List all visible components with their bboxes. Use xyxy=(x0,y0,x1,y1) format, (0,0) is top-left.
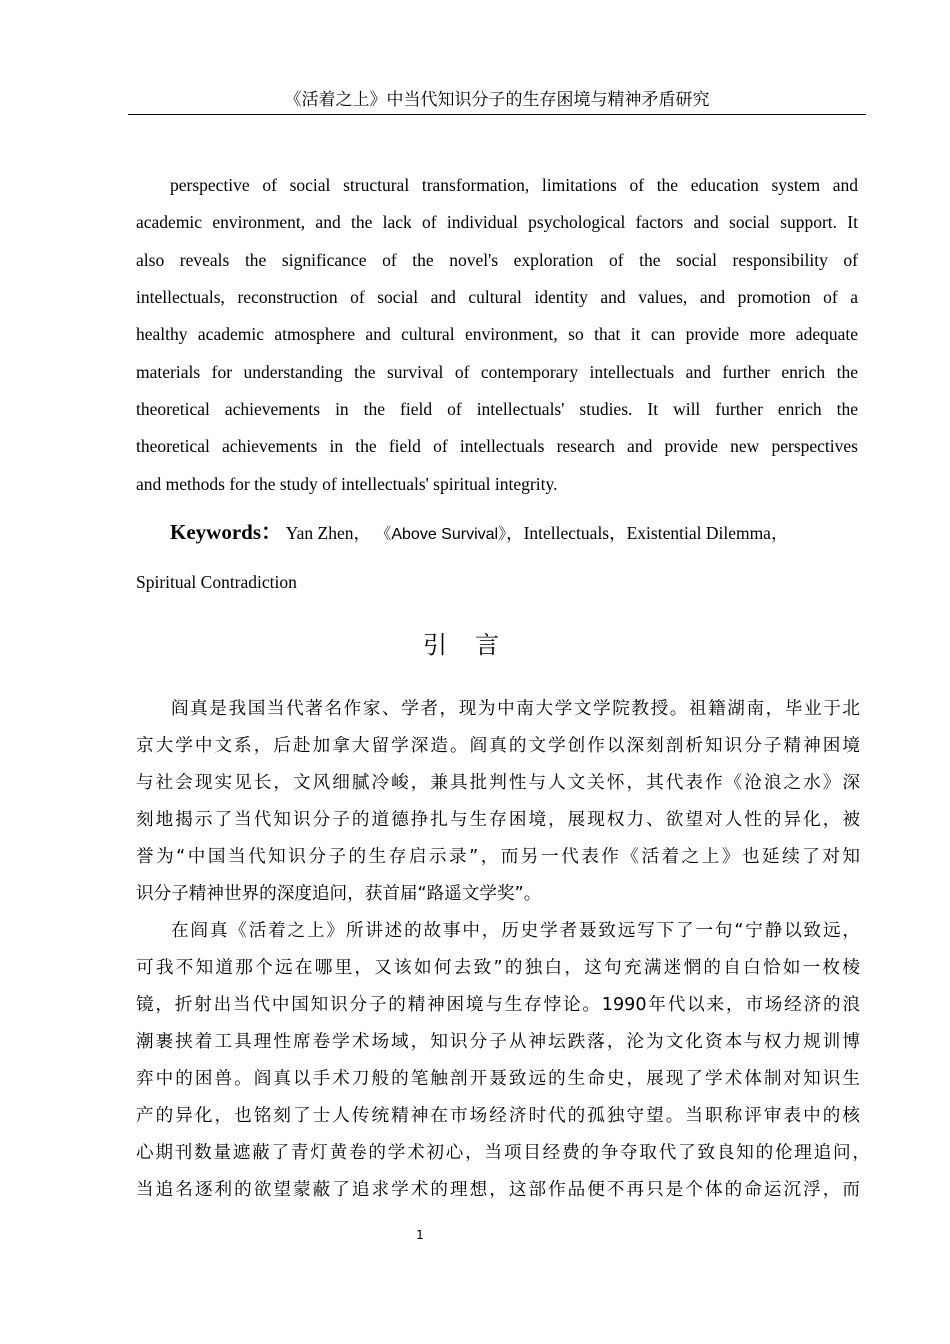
intro-line: 在阎真《活着之上》所讲述的故事中，历史学者聂致远写下了一句“宁静以致远， xyxy=(171,921,860,941)
abstract-line: academic environment, and the lack of individual psychological factors and social support. It xyxy=(136,212,858,232)
page-number: 1 xyxy=(416,1228,424,1242)
intro-line: 阎真是我国当代著名作家、学者，现为中南大学文学院教授。祖籍湖南，毕业于北 xyxy=(171,699,860,719)
intro-line: 心期刊数量遮蔽了青灯黄卷的学术初心，当项目经费的争夺取代了致良知的伦理追问， xyxy=(136,1143,870,1163)
intro-line: 与社会现实见长，文风细腻冷峻，兼具批判性与人文关怀，其代表作《沧浪之水》深 xyxy=(136,773,860,793)
section-title: 引言 xyxy=(423,631,527,659)
intro-line: 誉为“中国当代知识分子的生存启示录”，而另一代表作《活着之上》也延续了对知 xyxy=(136,847,860,867)
abstract-line: perspective of social structural transformation, limitations of the education system and xyxy=(170,175,858,195)
keywords-line xyxy=(170,520,858,547)
abstract-line: theoretical achievements in the field of intellectuals' studies. It will further enrich the xyxy=(136,399,858,419)
intro-line: 弈中的困兽。阎真以手术刀般的笔触剖开聂致远的生命史，展现了学术体制对知识生 xyxy=(136,1069,860,1089)
keyword-author: Yan Zhen， xyxy=(285,523,371,543)
intro-line: 刻地揭示了当代知识分子的道德挣扎与生存困境，展现权力、欲望对人性的异化，被 xyxy=(136,810,860,830)
intro-line: 产的异化，也铭刻了士人传统精神在市场经济时代的孤独守望。当职称评审表中的核 xyxy=(136,1106,860,1126)
running-header: 《活着之上》中当代知识分子的生存困境与精神矛盾研究 xyxy=(284,90,710,110)
header-divider xyxy=(128,114,866,115)
keyword-list: ，Intellectuals，Existential Dilemma， xyxy=(506,523,789,543)
intro-line: 潮裹挟着工具理性席卷学术场域，知识分子从神坛跌落，沦为文化资本与权力规训博 xyxy=(136,1032,860,1052)
abstract-line: also reveals the significance of the novel's exploration of the social responsibility of xyxy=(136,250,858,270)
abstract-line: and methods for the study of intellectuals' spiritual integrity. xyxy=(136,474,558,494)
abstract-line: materials for understanding the survival of contemporary intellectuals and further enrich the xyxy=(136,362,858,382)
keyword-book-title: 《Above Survival》 xyxy=(375,526,507,543)
intro-line: 镜，折射出当代中国知识分子的精神困境与生存悖论。1990年代以来，市场经济的浪 xyxy=(136,995,860,1015)
abstract-line: theoretical achievements in the field of intellectuals research and provide new perspectives xyxy=(136,436,858,456)
intro-line: 当追名逐利的欲望蒙蔽了追求学术的理想，这部作品便不再只是个体的命运沉浮，而 xyxy=(136,1180,860,1200)
abstract-line: intellectuals, reconstruction of social and cultural identity and values, and promotion of a xyxy=(136,287,858,307)
keywords-label: Keywords： xyxy=(170,520,282,544)
abstract-line: healthy academic atmosphere and cultural environment, so that it can provide more adequate xyxy=(136,324,858,344)
keywords-line-2: Spiritual Contradiction xyxy=(136,572,297,592)
intro-line: 可我不知道那个远在哪里，又该如何去致”的独白，这句充满迷惘的自白恰如一枚棱 xyxy=(136,958,860,978)
intro-line: 识分子精神世界的深度追问，获首届“路遥文学奖”。 xyxy=(136,884,542,904)
intro-line: 京大学中文系，后赴加拿大留学深造。阎真的文学创作以深刻剖析知识分子精神困境 xyxy=(136,736,860,756)
